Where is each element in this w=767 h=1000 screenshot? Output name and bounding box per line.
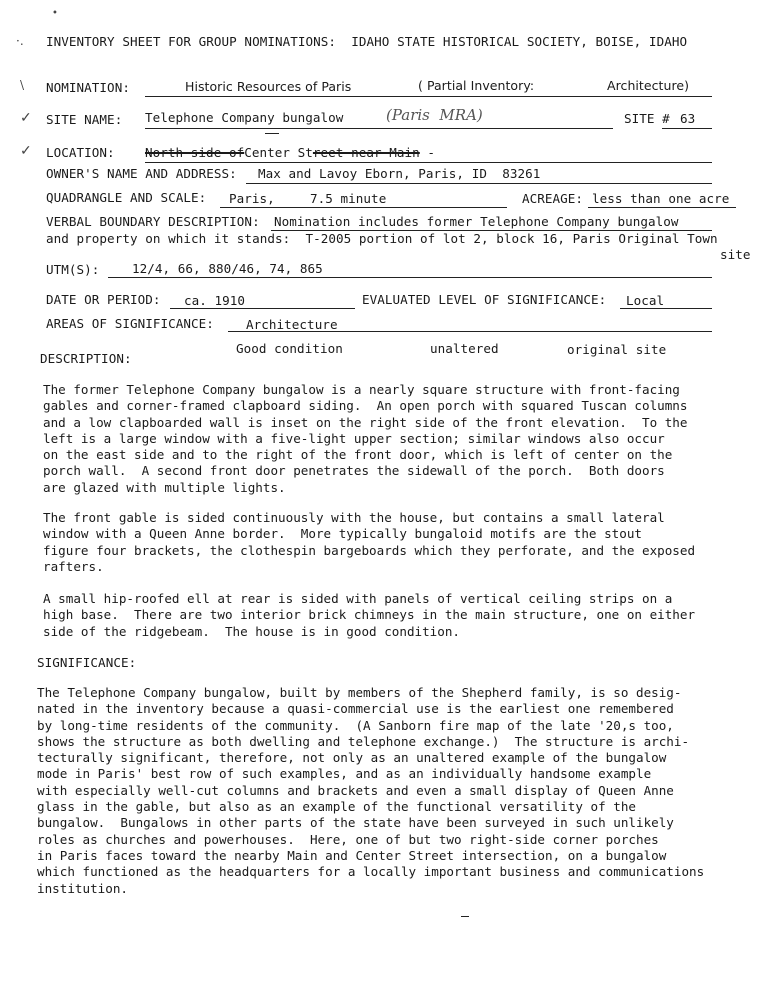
description-paragraph-1: The former Telephone Company bungalow is a nearly square structure with front-facing gables and corner-framed clapboard siding. An open porch with squared Tuscan columns and a low clapboarded wall is inset on the right side of the front elevation. To the left is a large window with a five-light upper section; similar windows also occur on the east side and to the right of the front door, which is left of center on the porch wall. A second front door penetrates the sidewall of the porch. Both doors are glazed with multiple lights. bbox=[43, 382, 688, 495]
description-label: DESCRIPTION: bbox=[40, 351, 132, 366]
description-paragraph-3: A small hip-roofed ell at rear is sided with panels of vertical ceiling strips on a high base. There are two interior brick chimneys in the main structure, one on either side of the ridgebeam. The house is in good condition. bbox=[43, 591, 696, 639]
nomination-note-a: ( Partial Inventory: bbox=[418, 78, 535, 93]
acreage-underline bbox=[588, 207, 736, 208]
date-underline bbox=[170, 308, 355, 309]
boundary-line2: and property on which it stands: T-2005 portion of lot 2, block 16, Paris Original Town bbox=[46, 231, 718, 246]
nomination-value: Historic Resources of Paris bbox=[185, 79, 352, 94]
owner-label: OWNER'S NAME AND ADDRESS: bbox=[46, 166, 237, 181]
check-mark: ✓ bbox=[20, 110, 32, 126]
nomination-underline bbox=[145, 96, 712, 97]
quadrangle-label: QUADRANGLE AND SCALE: bbox=[46, 190, 207, 205]
condition-value: Good condition bbox=[236, 341, 343, 356]
margin-tick-mark: ·. bbox=[16, 34, 24, 48]
utm-underline bbox=[108, 277, 712, 278]
site-status-value: original site bbox=[567, 342, 667, 357]
check-mark: ✓ bbox=[20, 143, 32, 159]
nomination-note-b: Architecture) bbox=[607, 78, 690, 93]
owner-underline bbox=[246, 183, 712, 184]
site-name-underline bbox=[145, 128, 613, 129]
significance-paragraph: The Telephone Company bungalow, built by members of the Shepherd family, is so desig- nated in the inventory because a quasi-commercial use is the earliest one remembered by long-time residents of the community. (A Sanborn fire map of the late '20,s too, shows the structure as both dwelling and telephone exchange.) The structure is archi- tecturally significant, therefore, not only as an unaltered example of the bungalow mode in Paris' best row of such examples, and as an individually handsome example with especially well-cut columns and brackets and even a small display of Queen Anne glass in the gable, but also as an example of the functional versatility of the bungalow. Bungalows in other parts of the state have been surveyed in such unlikely roles as churches and powerhouses. Here, one of but two right-side corner porches in Paris faces toward the nearby Main and Center Street intersection, on a bungalow which functioned as the headquarters for a locally important business and communications institution. bbox=[37, 685, 705, 896]
significance-level-underline bbox=[620, 308, 712, 309]
boundary-line1: Nomination includes former Telephone Company bungalow bbox=[274, 214, 679, 229]
sheet-title: INVENTORY SHEET FOR GROUP NOMINATIONS: IDAHO STATE HISTORICAL SOCIETY, BOISE, IDAHO bbox=[46, 34, 688, 49]
location-street: Center St bbox=[244, 145, 313, 160]
date-label: DATE OR PERIOD: bbox=[46, 292, 161, 307]
acreage-label: ACREAGE: bbox=[522, 191, 584, 206]
acreage-value: less than one acre bbox=[592, 191, 730, 206]
location-struck-text: North side of bbox=[145, 145, 245, 160]
quadrangle-underline bbox=[220, 207, 507, 208]
scan-dash-mark bbox=[461, 916, 469, 917]
significance-level-label: EVALUATED LEVEL OF SIGNIFICANCE: bbox=[362, 292, 607, 307]
site-name-handwritten: (Paris MRA) bbox=[386, 106, 483, 124]
strike-dash: - bbox=[419, 145, 436, 160]
areas-value: Architecture bbox=[246, 317, 338, 332]
significance-label: SIGNIFICANCE: bbox=[37, 655, 137, 670]
site-number-underline bbox=[662, 128, 712, 129]
location-underline bbox=[145, 162, 712, 163]
site-name-value: Telephone Company bungalow bbox=[145, 110, 344, 125]
site-name-label: SITE NAME: bbox=[46, 112, 123, 127]
quadrangle-scale: 7.5 minute bbox=[310, 191, 387, 206]
scan-dot-mark: • bbox=[52, 8, 58, 19]
location-value bbox=[145, 145, 435, 161]
date-value: ca. 1910 bbox=[184, 293, 246, 308]
alteration-value: unaltered bbox=[430, 341, 499, 356]
nomination-label: NOMINATION: bbox=[46, 80, 130, 95]
location-struck-text: reet near Main bbox=[312, 145, 420, 160]
site-number-value: 63 bbox=[680, 111, 696, 126]
site-number-label: SITE # bbox=[624, 111, 670, 126]
quadrangle-place: Paris, bbox=[229, 191, 275, 206]
margin-tick-mark: \ bbox=[20, 78, 25, 92]
owner-value: Max and Lavoy Eborn, Paris, ID 83261 bbox=[258, 166, 541, 181]
significance-level-value: Local bbox=[626, 293, 665, 308]
location-label: LOCATION: bbox=[46, 145, 115, 160]
utm-label: UTM(S): bbox=[46, 262, 100, 277]
boundary-label: VERBAL BOUNDARY DESCRIPTION: bbox=[46, 214, 260, 229]
handwritten-underline bbox=[265, 133, 279, 134]
boundary-line3: site bbox=[720, 247, 751, 262]
areas-underline bbox=[228, 331, 712, 332]
utm-value: 12/4, 66, 880/46, 74, 865 bbox=[132, 261, 323, 276]
areas-label: AREAS OF SIGNIFICANCE: bbox=[46, 316, 214, 331]
description-paragraph-2: The front gable is sided continuously with the house, but contains a small lateral window with a Queen Anne border. More typically bungaloid motifs are the stout figure four brackets, the clothespin bargeboards which they perforate, and the exposed rafters. bbox=[43, 510, 696, 574]
